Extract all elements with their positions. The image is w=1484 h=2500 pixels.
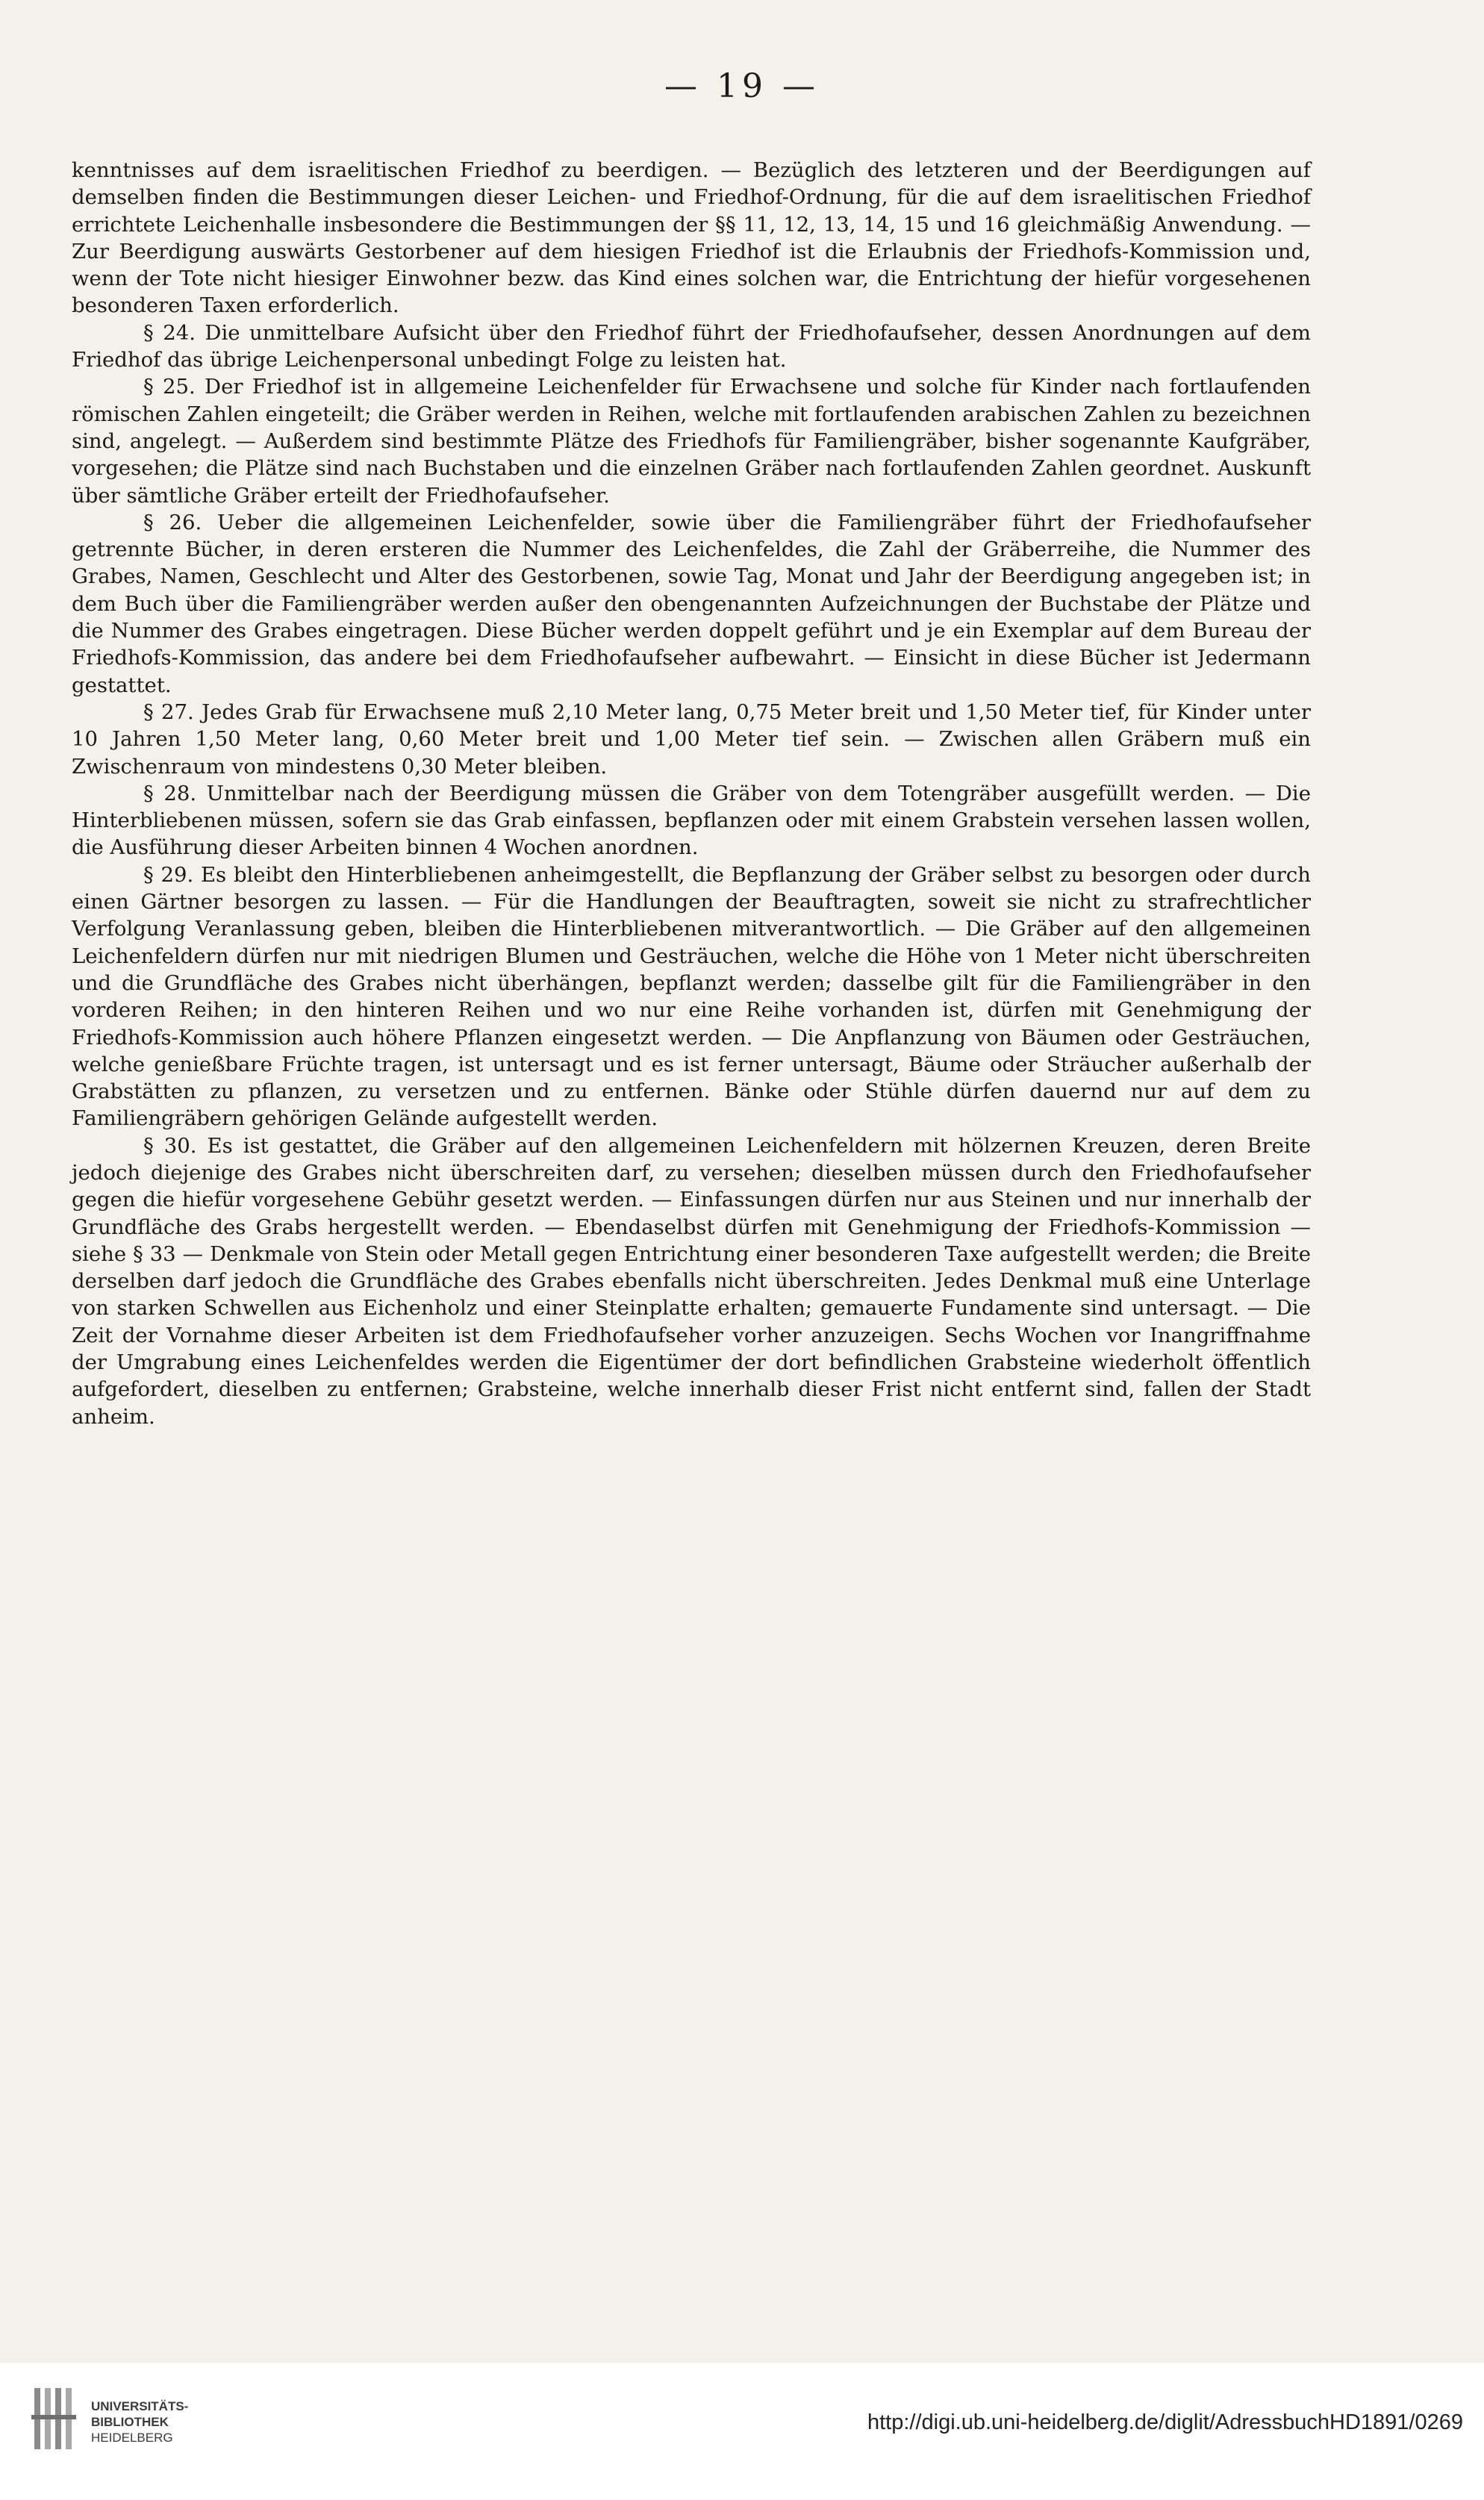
paragraph-section-29: § 29. Es bleibt den Hinterbliebenen anheimgestellt, die Bepflanzung der Gräber selbst zu besorgen oder durch einen Gärtner besorgen zu lassen. — Für die Handlungen der Beauftragten, soweit sie nicht zu strafrechtlicher Verfolgung Veranlassung geben, bleiben die Hinterbliebenen mitverantwortlich. — Die Gräber auf den allgemeinen Leichenfeldern dürfen nur mit niedrigen Blumen und Gesträuchen, welche die Höhe von 1 Meter nicht überschreiten und die Grundfläche des Grabes nicht überhängen, bepflanzt werden; dasselbe gilt für die Familiengräber in den vorderen Reihen; in den hinteren Reihen und wo nur eine Reihe vorhanden ist, dürfen mit Genehmigung der Friedhofs-Kommission auch höhere Pflanzen eingesetzt werden. — Die Anpflanzung von Bäumen oder Gesträuchen, welche genießbare Früchte tragen, ist untersagt und es ist ferner untersagt, Bäume oder Sträucher außerhalb der Grabstätten zu pflanzen, zu versetzen und zu entfernen. Bänke oder Stühle dürfen dauernd nur auf dem zu Familiengräbern gehörigen Gelände aufgestellt werden. bbox=[72, 862, 1311, 1131]
library-seal-icon bbox=[30, 2385, 82, 2452]
library-name-line: HEIDELBERG bbox=[91, 2431, 173, 2445]
body-text bbox=[72, 157, 1311, 1430]
library-name-line: BIBLIOTHEK bbox=[91, 2415, 169, 2429]
page-number: — 19 — bbox=[664, 67, 820, 105]
paragraph-section-30: § 30. Es ist gestattet, die Gräber auf den allgemeinen Leichenfeldern mit hölzernen Kreuzen, deren Breite jedoch diejenige des Grabes nicht überschreiten darf, zu versehen; dieselben müssen durch den Friedhofaufseher gegen die hiefür vorgesehene Gebühr gesetzt werden. — Einfassungen dürfen nur aus Steinen und nur innerhalb der Grundfläche des Grabs hergestellt werden. — Ebendaselbst dürfen mit Genehmigung der Friedhofs-Kommission — siehe § 33 — Denkmale von Stein oder Metall gegen Entrichtung einer besonderen Taxe aufgestellt werden; die Breite derselben darf jedoch die Grundfläche des Grabes ebenfalls nicht überschreiten. Jedes Denkmal muß eine Unterlage von starken Schwellen aus Eichenholz und einer Steinplatte erhalten; gemauerte Fundamente sind untersagt. — Die Zeit der Vornahme dieser Arbeiten ist dem Friedhofaufseher vorher anzuzeigen. Sechs Wochen vor Inangriffnahme der Umgrabung eines Leichenfeldes werden die Eigentümer der dort befindlichen Grabsteine wiederholt öffentlich aufgefordert, dieselben zu entfernen; Grabsteine, welche innerhalb dieser Frist nicht entfernt sind, fallen der Stadt anheim. bbox=[72, 1133, 1311, 1429]
paragraph-section-28: § 28. Unmittelbar nach der Beerdigung müssen die Gräber von dem Totengräber ausgefüllt werden. — Die Hinterbliebenen müssen, sofern sie das Grab einfassen, bepflanzen oder mit einem Grabstein versehen lassen wollen, die Ausführung dieser Arbeiten binnen 4 Wochen anordnen. bbox=[72, 781, 1311, 860]
paragraph-continuation: kenntnisses auf dem israelitischen Friedhof zu beerdigen. — Bezüglich des letzteren und der Beerdigungen auf demselben finden die Bestimmungen dieser Leichen- und Friedhof-Ordnung, für die auf dem israelitischen Friedhof errichtete Leichenhalle insbesondere die Bestimmungen der §§ 11, 12, 13, 14, 15 und 16 gleichmäßig Anwendung. — Zur Beerdigung auswärts Gestorbener auf dem hiesigen Friedhof ist die Erlaubnis der Friedhofs-Kommission und, wenn der Tote nicht hiesiger Einwohner bezw. das Kind eines solchen war, die Entrichtung der hiefür vorgesehenen besonderen Taxen erforderlich. bbox=[72, 158, 1311, 318]
paragraph-section-26: § 26. Ueber die allgemeinen Leichenfelder, sowie über die Familiengräber führt der Friedhofaufseher getrennte Bücher, in deren ersteren die Nummer des Leichenfeldes, die Zahl der Gräberreihe, die Nummer des Grabes, Namen, Geschlecht und Alter des Gestorbenen, sowie Tag, Monat und Jahr der Beerdigung angegeben ist; in dem Buch über die Familiengräber werden außer den obengenannten Aufzeichnungen der Buchstabe der Plätze und die Nummer des Grabes eingetragen. Diese Bücher werden doppelt geführt und je ein Exemplar auf dem Bureau der Friedhofs-Kommission, das andere bei dem Friedhofaufseher aufbewahrt. — Einsicht in diese Bücher ist Jedermann gestattet. bbox=[72, 510, 1311, 697]
library-logo[interactable] bbox=[30, 2378, 189, 2460]
source-url-link[interactable]: http://digi.ub.uni-heidelberg.de/diglit/AdressbuchHD1891/0269 bbox=[867, 2410, 1463, 2434]
library-name-line: UNIVERSITÄTS- bbox=[91, 2399, 189, 2413]
paragraph-section-24: § 24. Die unmittelbare Aufsicht über den Friedhof führt der Friedhofaufseher, dessen Anordnungen auf dem Friedhof das übrige Leichenpersonal unbedingt Folge zu leisten hat. bbox=[72, 320, 1311, 372]
footer-bar bbox=[0, 2363, 1484, 2500]
library-name bbox=[91, 2398, 188, 2446]
paragraph-section-27: § 27. Jedes Grab für Erwachsene muß 2,10 Meter lang, 0,75 Meter breit und 1,50 Meter tief, für Kinder unter 10 Jahren 1,50 Meter lang, 0,60 Meter breit und 1,00 Meter tief sein. — Zwischen allen Gräbern muß ein Zwischenraum von mindestens 0,30 Meter bleiben. bbox=[72, 699, 1311, 779]
paragraph-section-25: § 25. Der Friedhof ist in allgemeine Leichenfelder für Erwachsene und solche für Kinder nach fortlaufenden römischen Zahlen eingeteilt; die Gräber werden in Reihen, welche mit fortlaufenden arabischen Zahlen zu bezeichnen sind, angelegt. — Außerdem sind bestimmte Plätze des Friedhofs für Familiengräber, bisher sogenannte Kaufgräber, vorgesehen; die Plätze sind nach Buchstaben und die einzelnen Gräber nach fortlaufenden Zahlen geordnet. Auskunft über sämtliche Gräber erteilt der Friedhofaufseher. bbox=[72, 375, 1311, 508]
